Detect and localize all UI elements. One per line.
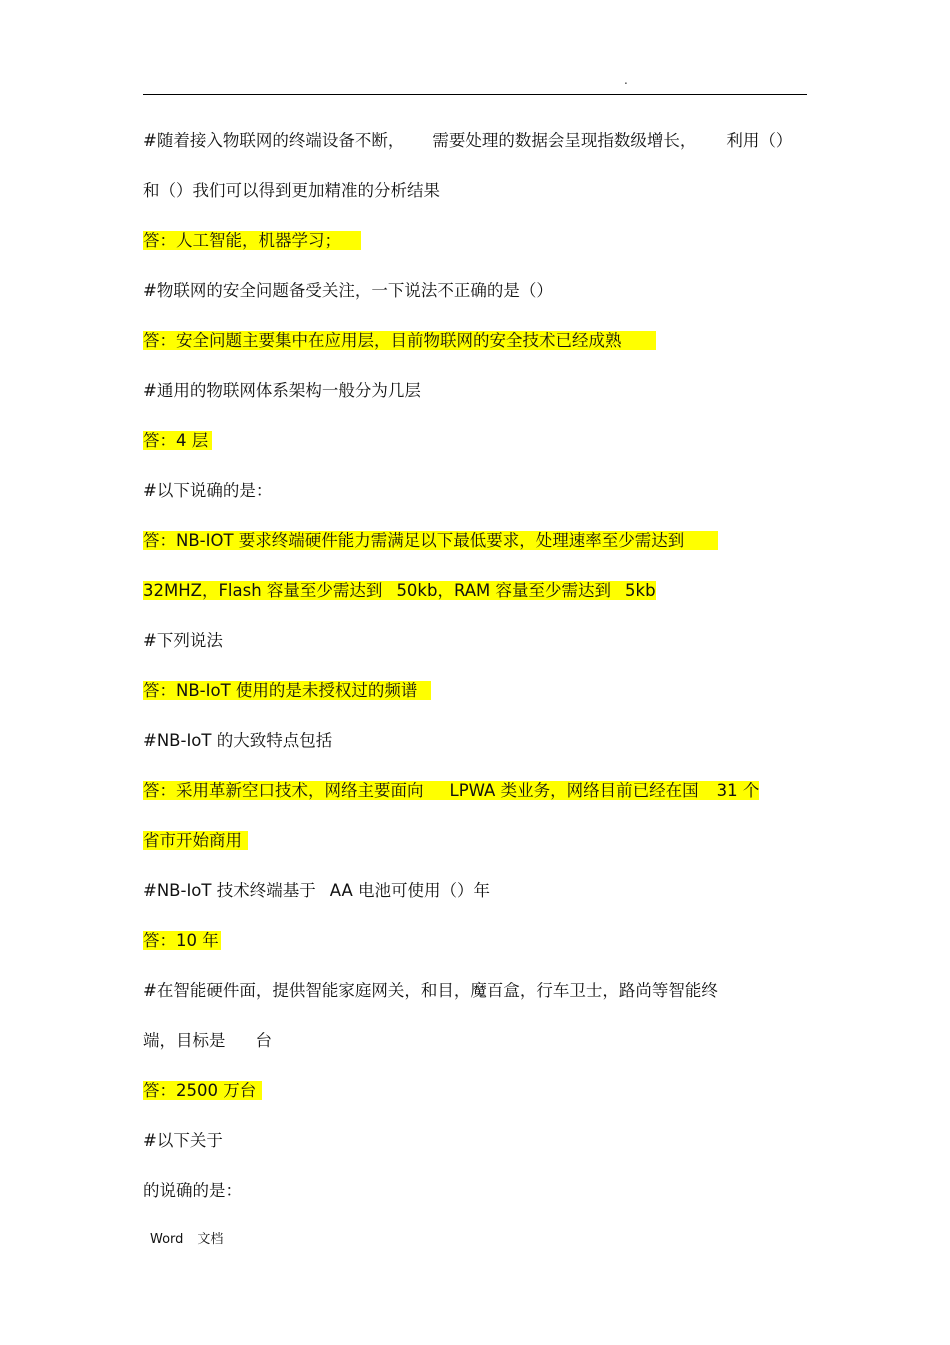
text-segment: 端，目标是 (143, 1031, 226, 1050)
text-segment: 答：安全问题主要集中在应用层，目前物联网的安全技术已经成熟 (143, 331, 622, 350)
question-text (143, 1181, 242, 1200)
answer-line (143, 678, 431, 704)
text-segment: 省市开始商用 (143, 831, 242, 850)
question-text (143, 981, 718, 1000)
header-dot: . (624, 73, 628, 87)
text-segment: 需要处理的数据会呈现指数级增长， (432, 131, 697, 150)
text-segment: 50kb，RAM 容量至少需达到 (396, 581, 612, 600)
text-segment: #物联网的安全问题备受关注，一下说法不正确的是（） (143, 281, 553, 300)
answer-highlight (143, 681, 431, 700)
question-text (143, 1131, 223, 1150)
question-line (143, 178, 440, 204)
footer-word: Word (150, 1232, 184, 1247)
question-text (143, 631, 223, 650)
text-segment: 答：2500 万台 (143, 1081, 257, 1100)
question-line (143, 878, 490, 904)
answer-line (143, 928, 221, 954)
text-segment: #随着接入物联网的终端设备不断， (143, 131, 405, 150)
answer-highlight (143, 831, 248, 850)
question-line (143, 278, 553, 304)
question-line (143, 1128, 223, 1154)
answer-line (143, 428, 212, 454)
question-text (143, 281, 553, 300)
answer-highlight (143, 931, 221, 950)
text-segment: 答：NB-IoT 使用的是未授权过的频谱 (143, 681, 418, 700)
question-line (143, 728, 332, 754)
text-segment: 的说确的是： (143, 1181, 242, 1200)
answer-line (143, 228, 361, 254)
answer-line (143, 828, 248, 854)
footer-doc: 文档 (197, 1232, 224, 1247)
text-segment: 台 (255, 1031, 272, 1050)
answer-highlight (143, 331, 656, 350)
text-segment: 31 个 (716, 781, 760, 800)
text-segment: #以下说确的是： (143, 481, 273, 500)
question-line (143, 378, 421, 404)
question-text (143, 381, 421, 400)
answer-line (143, 528, 718, 554)
text-segment: 答：10 年 (143, 931, 219, 950)
page-footer (150, 1231, 223, 1249)
question-text (143, 181, 440, 200)
answer-highlight (143, 581, 656, 600)
question-line (143, 128, 807, 154)
answer-line (143, 578, 656, 604)
text-segment: 和（）我们可以得到更加精准的分析结果 (143, 181, 440, 200)
header-rule (143, 94, 807, 95)
question-line (143, 1028, 272, 1054)
text-segment: 答：4 层 (143, 431, 209, 450)
text-segment: 利用（） (726, 131, 793, 150)
text-segment: 5kb (625, 581, 656, 600)
question-text (143, 131, 792, 150)
text-segment: 答：采用革新空口技术，网络主要面向 (143, 781, 424, 800)
answer-highlight (143, 1081, 262, 1100)
answer-highlight (143, 531, 718, 550)
text-segment: 答：人工智能，机器学习； (143, 231, 341, 250)
answer-line (143, 1078, 262, 1104)
question-line (143, 978, 718, 1004)
answer-highlight (143, 431, 212, 450)
text-segment: LPWA 类业务，网络目前已经在国 (449, 781, 699, 800)
text-segment: #以下关于 (143, 1131, 223, 1150)
question-text (143, 731, 332, 750)
question-text (143, 1031, 272, 1050)
question-text (143, 481, 272, 500)
answer-line (143, 778, 759, 804)
text-segment: 32MHZ，Flash 容量至少需达到 (143, 581, 383, 600)
text-segment: #通用的物联网体系架构一般分为几层 (143, 381, 421, 400)
text-segment: 答：NB-IOT 要求终端硬件能力需满足以下最低要求，处理速率至少需达到 (143, 531, 685, 550)
question-line (143, 478, 272, 504)
question-line (143, 1178, 242, 1204)
answer-highlight (143, 231, 361, 250)
text-segment: #NB-IoT 技术终端基于 (143, 881, 316, 900)
question-line (143, 628, 223, 654)
question-text (143, 881, 490, 900)
text-segment: AA 电池可使用（）年 (329, 881, 491, 900)
text-segment: #下列说法 (143, 631, 223, 650)
answer-line (143, 328, 656, 354)
answer-highlight (143, 781, 759, 800)
text-segment: #NB-IoT 的大致特点包括 (143, 731, 333, 750)
text-segment: #在智能硬件面，提供智能家庭网关，和目，魔百盒，行车卫士，路尚等智能终 (143, 981, 718, 1000)
